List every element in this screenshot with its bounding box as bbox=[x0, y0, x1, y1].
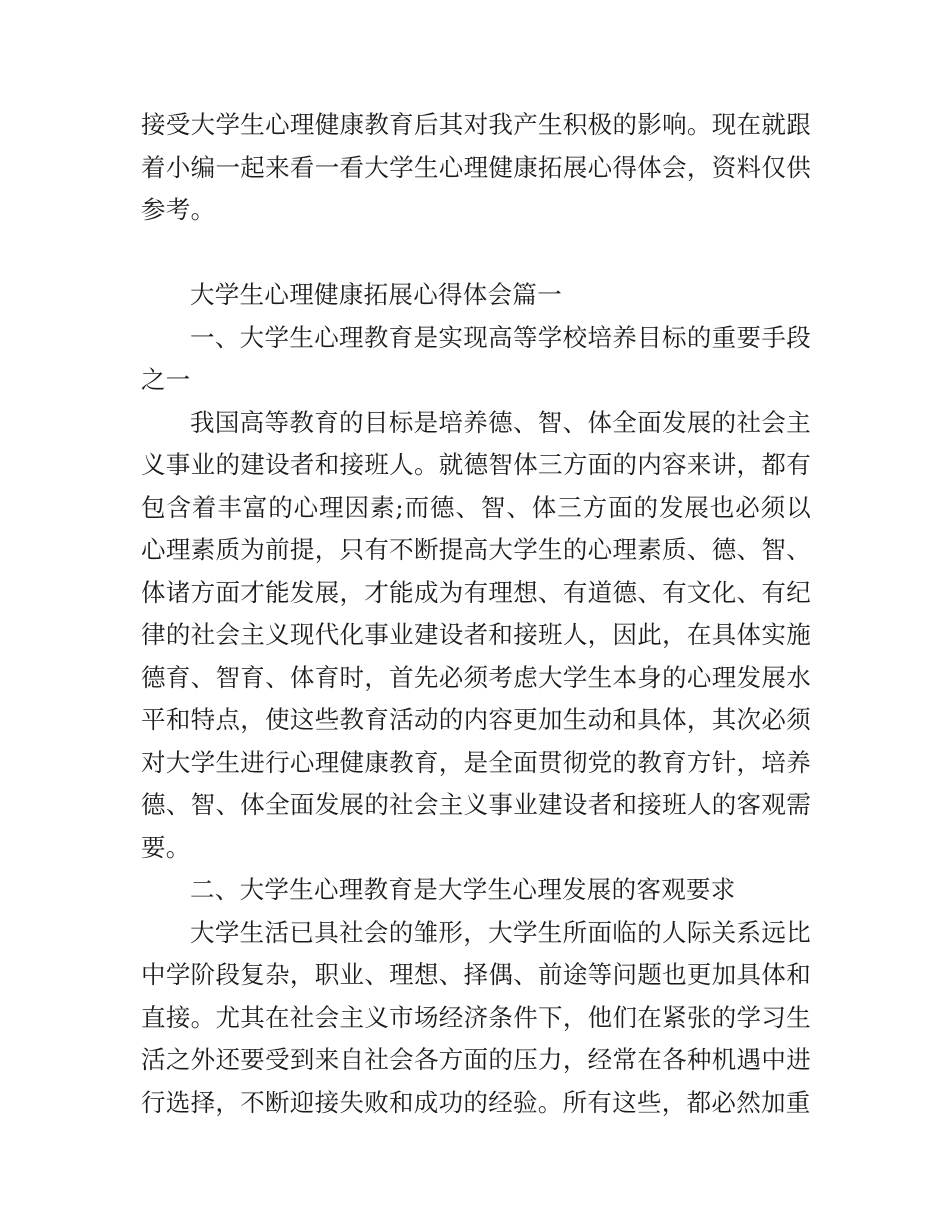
intro-paragraph: 接受大学生心理健康教育后其对我产生积极的影响。现在就跟着小编一起来看一看大学生心理健康拓展心得体会，资料仅供参考。 bbox=[141, 110, 811, 224]
paragraph-spacer bbox=[141, 232, 811, 275]
section-1-body: 我国高等教育的目标是培养德、智、体全面发展的社会主义事业的建设者和接班人。就德智体三方面的内容来讲，都有包含着丰富的心理因素;而德、智、体三方面的发展也必须以心理素质为前提，只有不断提高大学生的心理素质、德、智、体诸方面才能发展，才能成为有理想、有道德、有文化、有纪律的社会主义现代化事业建设者和接班人，因此，在具体实施德育、智育、体育时，首先必须考虑大学生本身的心理发展水平和特点，使这些教育活动的内容更加生动和具体，其次必须对大学生进行心理健康教育，是全面贯彻党的教育方针，培养德、智、体全面发展的社会主义事业建设者和接班人的客观需要。 bbox=[141, 407, 811, 862]
section-2-heading: 二、大学生心理教育是大学生心理发展的客观要求 bbox=[190, 875, 736, 904]
article-title: 大学生心理健康拓展心得体会篇一 bbox=[190, 280, 562, 309]
document-body bbox=[141, 104, 811, 1124]
section-1-heading: 一、大学生心理教育是实现高等学校培养目标的重要手段之一 bbox=[141, 322, 811, 394]
section-2-body: 大学生活已具社会的雏形，大学生所面临的人际关系远比中学阶段复杂，职业、理想、择偶、前途等问题也更加具体和直接。尤其在社会主义市场经济条件下，他们在紧张的学习生活之外还要受到来自社会各方面的压力，经常在各种机遇中进行选择，不断迎接失败和成功的经验。所有这些，都必然加重 bbox=[141, 917, 811, 1117]
